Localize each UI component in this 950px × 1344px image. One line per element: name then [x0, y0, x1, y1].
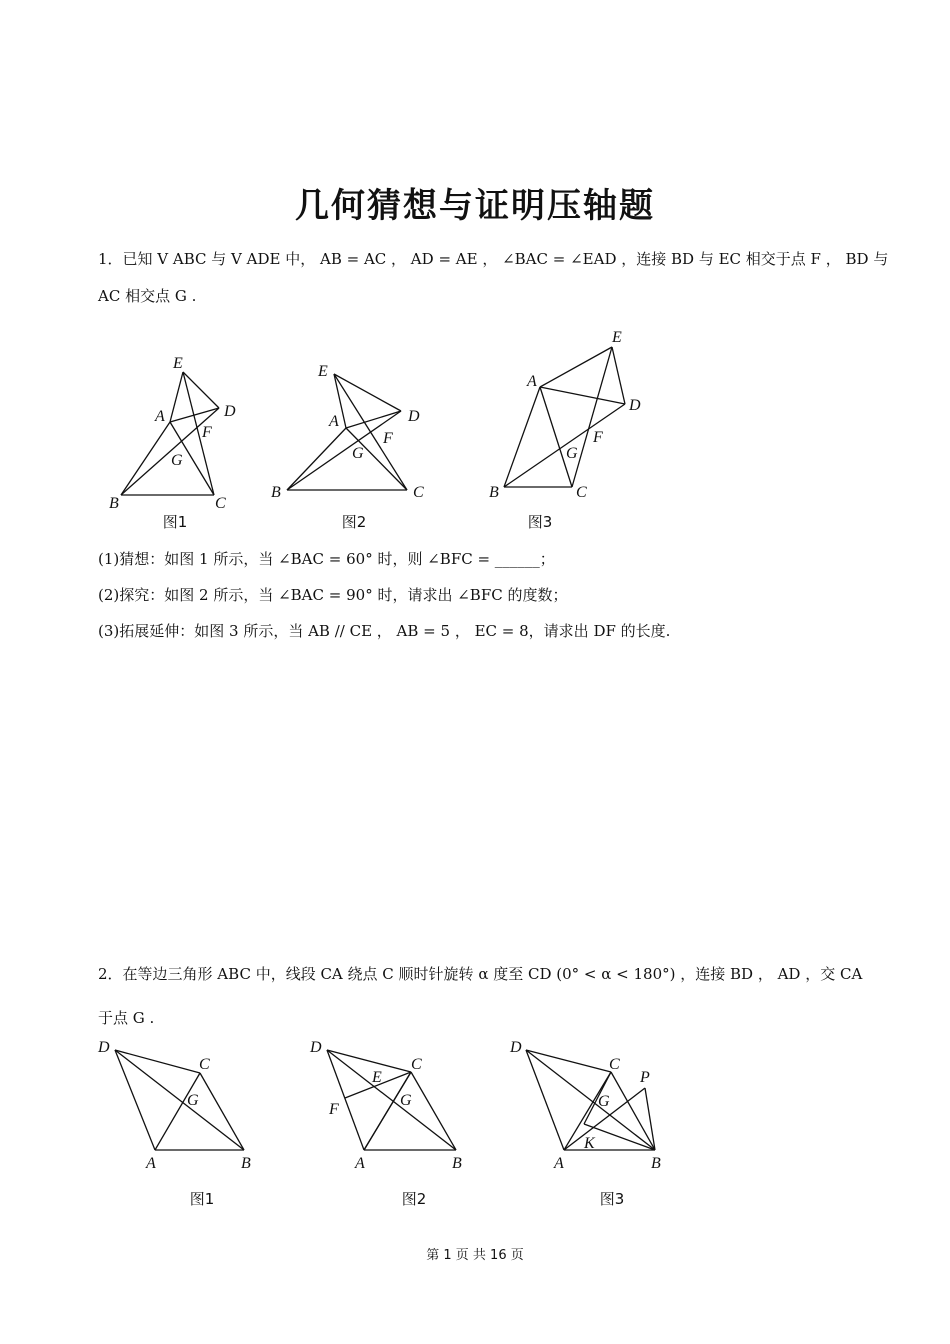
- page-title: 几何猜想与证明压轴题: [295, 186, 655, 226]
- q2f3-label-D: D: [510, 1039, 522, 1056]
- q1-part2: (2)探究：如图 2 所示，当 ∠BAC = 90° 时，请求出 ∠BFC 的度数；: [98, 586, 568, 604]
- q1f2-label-A: A: [329, 413, 339, 430]
- q2f2-label-B: B: [452, 1155, 462, 1172]
- q1f2-label-G: G: [352, 445, 364, 462]
- q1f1-label-G: G: [171, 452, 183, 469]
- q2-figure-2-caption: 图2: [401, 1190, 427, 1208]
- q2f3-label-G: G: [598, 1093, 610, 1110]
- q1f1-label-F: F: [202, 424, 212, 441]
- q2f2-label-E: E: [372, 1069, 382, 1086]
- q2f2-label-G: G: [400, 1092, 412, 1109]
- q2f1-label-G: G: [187, 1092, 199, 1109]
- q2f1-label-B: B: [241, 1155, 251, 1172]
- q1f2-label-B: B: [271, 484, 281, 501]
- q1f3-label-A: A: [527, 373, 537, 390]
- q2f3-label-P: P: [640, 1069, 650, 1086]
- q2f3-label-C: C: [609, 1056, 620, 1073]
- q1-part3: (3)拓展延伸：如图 3 所示，当 AB // CE ， AB = 5 ， EC = 8，请求出 DF 的长度.: [98, 622, 671, 640]
- q1f1-label-D: D: [224, 403, 236, 420]
- q1f3-label-G: G: [566, 445, 578, 462]
- q1f2-label-C: C: [413, 484, 424, 501]
- q1f1-label-A: A: [155, 408, 165, 425]
- q1f1-label-E: E: [173, 355, 183, 372]
- q1-part1: (1)猜想：如图 1 所示，当 ∠BAC = 60° 时，则 ∠BFC = ______；: [98, 550, 555, 568]
- q2f3-label-A: A: [554, 1155, 564, 1172]
- q2f1-label-A: A: [146, 1155, 156, 1172]
- q1f2-label-E: E: [318, 363, 328, 380]
- q2-statement-line2: 于点 G .: [98, 1009, 155, 1027]
- q1f3-label-B: B: [489, 484, 499, 501]
- q2f1-label-C: C: [199, 1056, 210, 1073]
- q2f2-label-F: F: [329, 1101, 339, 1118]
- q2f1-label-D: D: [98, 1039, 110, 1056]
- q1-statement-line1: 1．已知 V ABC 与 V ADE 中， AB = AC ， AD = AE ， ∠BAC = ∠EAD ，连接 BD 与 EC 相交于点 F ， BD 与: [98, 250, 889, 268]
- q2f2-label-D: D: [310, 1039, 322, 1056]
- q1-figure-2-caption: 图2: [341, 513, 367, 531]
- q1f3-label-E: E: [612, 329, 622, 346]
- q1f1-label-C: C: [215, 495, 226, 512]
- q2-figure-1-caption: 图1: [189, 1190, 215, 1208]
- q1-figure-3-caption: 图3: [527, 513, 553, 531]
- q2f2-label-A: A: [355, 1155, 365, 1172]
- q1f2-label-D: D: [408, 408, 420, 425]
- q1-figure-1-caption: 图1: [162, 513, 188, 531]
- q1f2-label-F: F: [383, 430, 393, 447]
- q2f2-label-C: C: [411, 1056, 422, 1073]
- q2-statement-line1: 2．在等边三角形 ABC 中，线段 CA 绕点 C 顺时针旋转 α 度至 CD (0° < α < 180°) ，连接 BD ， AD ，交 CA: [98, 965, 863, 983]
- q1-statement-line2: AC 相交点 G .: [98, 287, 197, 305]
- q2f3-label-K: K: [584, 1135, 595, 1152]
- q2f3-label-B: B: [651, 1155, 661, 1172]
- q2-figure-3-caption: 图3: [599, 1190, 625, 1208]
- q1f3-label-C: C: [576, 484, 587, 501]
- q1f3-label-F: F: [593, 429, 603, 446]
- page-footer: 第 1 页 共 16 页: [426, 1248, 524, 1263]
- q1f3-label-D: D: [629, 397, 641, 414]
- q1f1-label-B: B: [109, 495, 119, 512]
